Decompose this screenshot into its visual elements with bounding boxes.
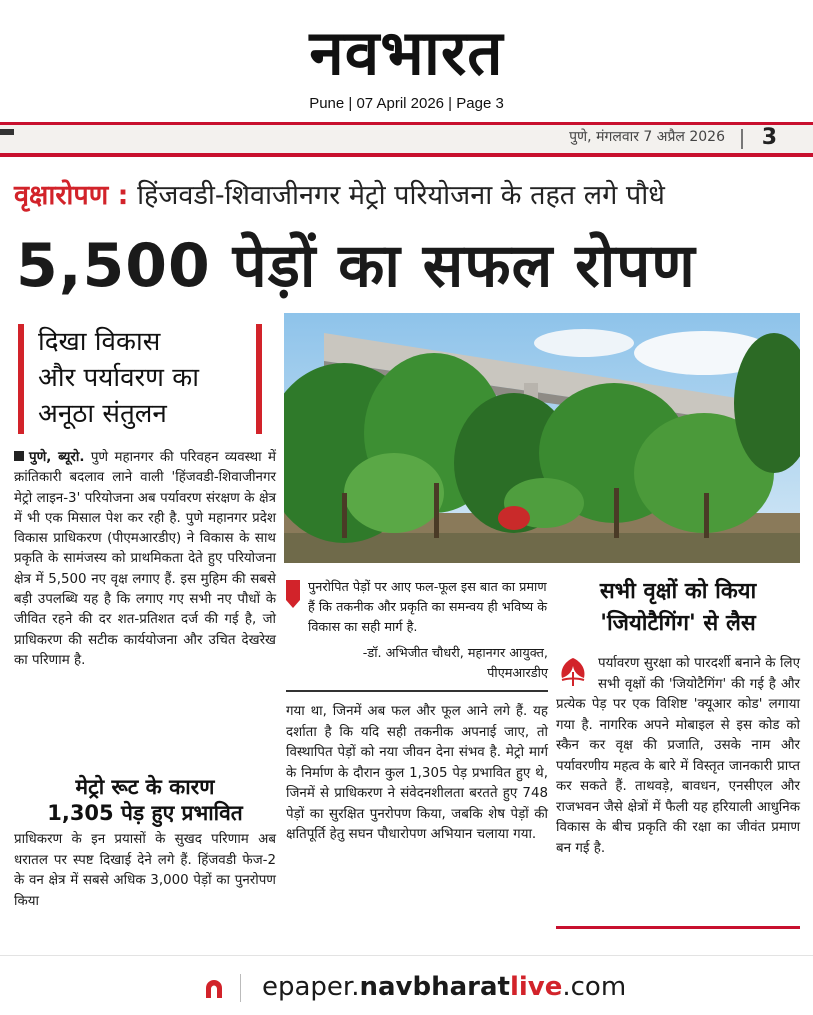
footer-separator xyxy=(240,974,241,1002)
leaf-icon xyxy=(556,654,590,688)
quote-mark-icon xyxy=(286,580,300,608)
article-dateline: पुणे, ब्यूरो. xyxy=(29,450,85,465)
metro-trees-photo xyxy=(284,313,800,563)
article-body-text: पुणे महानगर की परिवहन व्यवस्था में क्रांतिकारी बदलाव लाने वाली 'हिंजवडी-शिवाजीनगर मेट्रो लाइन-3' परियोजना अब पर्यावरण संरक्षण के क्षेत्र में भी एक मिसाल पेश कर रही है. पुणे महानगर प्रदेश विकास प्राधिकरण (पीएमआरडीए) ने विकास के साथ प्रकृति के सामंजस्य को प्राथमिकता देते हुए परियोजना क्षेत्र में 5,500 नए वृक्ष लगाए हैं. इस मुहिम की सबसे बड़ी उपलब्धि यह है कि लगाए गए सभी नए पौधों के जीवित रहने की दर शत-प्रतिशत दर्ज की गई है, जो प्राधिकरण की सटीक कार्ययोजना और उचित देखरेख का परिणाम है. xyxy=(14,450,276,668)
pull-quote xyxy=(286,578,548,684)
subheading-line: 1,305 पेड़ हुए प्रभावित xyxy=(47,801,243,825)
main-headline: 5,500 पेड़ों का सफल रोपण xyxy=(16,231,696,301)
bullet-square-icon xyxy=(14,451,24,461)
url-live: live xyxy=(509,972,563,1002)
edition-dateline: Pune | 07 April 2026 | Page 3 xyxy=(309,95,504,112)
quote-signature-line: -डॉ. अभिजीत चौधरी, महानगर आयुक्त, xyxy=(362,646,548,661)
photo-illustration xyxy=(284,313,800,563)
newspaper-logo: नवभारत xyxy=(309,16,504,89)
quote-attribution xyxy=(286,644,548,684)
subheading-metro-route xyxy=(14,774,276,826)
url-prefix: epaper. xyxy=(262,972,360,1002)
side-headline-box xyxy=(18,324,262,434)
url-suffix: .com xyxy=(562,972,627,1002)
headline-kicker-line xyxy=(14,176,804,216)
subheading-line: 'जियोटैगिंग' से लैस xyxy=(600,611,756,636)
masthead xyxy=(0,0,813,124)
quote-text: पुनरोपित पेड़ों पर आए फल-फूल इस बात का प्रमाण हैं कि तकनीक और प्रकृति का समन्वय ही भविष्य के विकास का सही मार्ग है. xyxy=(308,580,548,635)
subheading-line: सभी वृक्षों को किया xyxy=(599,579,757,604)
subheading-line: मेट्रो रूट के कारण xyxy=(75,775,215,799)
strip-divider xyxy=(741,129,743,149)
subheading-geotagging xyxy=(556,576,800,640)
quote-signature-line: पीएमआरडीए xyxy=(487,666,548,681)
headline-kicker: वृक्षारोपण : xyxy=(14,180,129,211)
epaper-url-link[interactable] xyxy=(262,972,626,1002)
article-column-left xyxy=(14,448,276,671)
page-header-strip xyxy=(0,125,813,155)
article-column-right xyxy=(556,654,800,859)
side-headline-line: और पर्यावरण का xyxy=(38,363,199,393)
url-brand: navbharat xyxy=(359,972,510,1002)
side-headline-line: दिखा विकास xyxy=(38,327,161,357)
right-column-red-rule xyxy=(556,926,800,929)
strip-date: पुणे, मंगलवार 7 अप्रैल 2026 xyxy=(569,129,725,145)
side-headline-line: अनूठा संतुलन xyxy=(38,399,167,429)
strip-page-number: 3 xyxy=(761,125,777,150)
section-red-band xyxy=(0,153,813,157)
strip-mark xyxy=(0,129,14,135)
footer-bar xyxy=(0,955,813,1015)
quote-divider xyxy=(286,690,548,692)
headline-subtitle: हिंजवडी-शिवाजीनगर मेट्रो परियोजना के तहत लगे पौधे xyxy=(137,180,665,211)
article-body-text: पर्यावरण सुरक्षा को पारदर्शी बनाने के लिए सभी वृक्षों की 'जियोटैगिंग' की गई है और प्रत्येक पेड़ पर एक विशिष्ट 'क्यूआर कोड' लगाया गया है. नागरिक अपने मोबाइल से इस कोड को स्कैन कर वृक्ष की प्रजाति, उसके नाम और पर्यावरणीय महत्व के बारे में विस्तृत जानकारी प्राप्त कर सकते हैं. ताथवड़े, बावधन, एनसीएल और राजभवन जैसे क्षेत्रों में फैली यह हरियाली आधुनिक विकास के बीच प्रकृति की रक्षा का जीवंत प्रमाण बन गई है. xyxy=(556,656,800,856)
article-column-left-lower: प्राधिकरण के इन प्रयासों के सुखद परिणाम अब धरातल पर स्पष्ट दिखाई देने लगे हैं. हिंजवडी फेज-2 के वन क्षेत्र में सबसे अधिक 3,000 पेड़ों का पुनरोपण किया xyxy=(14,832,276,909)
navbharat-logo-icon xyxy=(203,978,225,1000)
article-column-middle: गया था, जिनमें अब फल और फूल आने लगे हैं. यह दर्शाता है कि यदि सही तकनीक अपनाई जाए, तो विस्थापित पेड़ों को नया जीवन देना संभव है. मेट्रो मार्ग के निर्माण के दौरान कुल 1,305 पेड़ प्रभावित हुए थे, जिनमें से प्राधिकरण ने संवेदनशीलता बरतते हुए 748 पेड़ों का सुरक्षित पुनरोपण किया, जबकि शेष पेड़ों की क्षतिपूर्ति हेतु सघन पौधारोपण अभियान चलाया गया. xyxy=(286,704,548,842)
